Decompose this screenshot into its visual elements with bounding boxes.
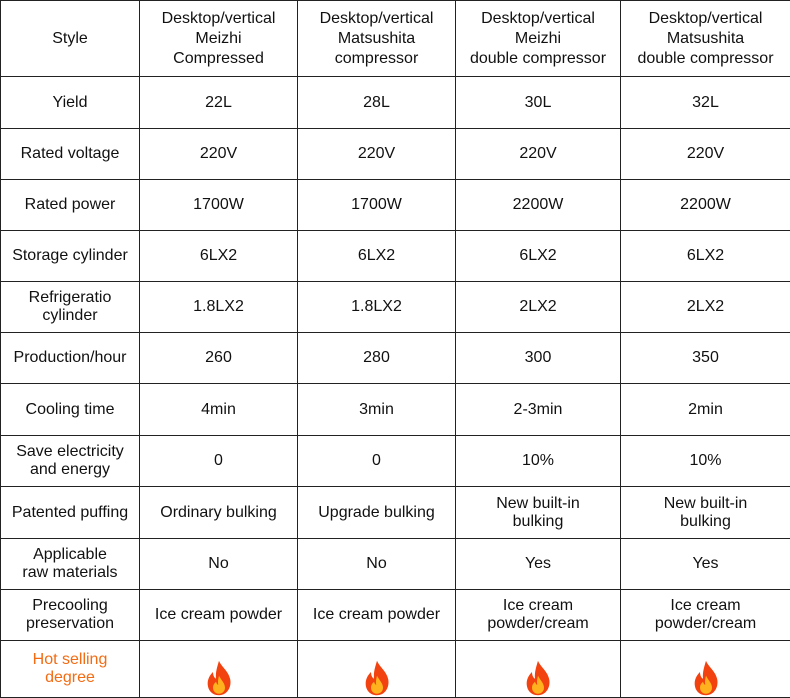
- cell-value: 2min: [621, 384, 790, 436]
- row-label: Cooling time: [1, 384, 140, 436]
- table-row: [1, 77, 790, 129]
- header-row: [1, 1, 790, 77]
- flame-icon: [523, 659, 553, 697]
- flame-cell: [621, 641, 790, 698]
- flame-cell: [140, 641, 298, 698]
- row-label: Rated voltage: [1, 129, 140, 180]
- row-label: Save electricity and energy: [1, 436, 140, 487]
- table-row: [1, 590, 790, 641]
- cell-value: Ordinary bulking: [140, 487, 298, 539]
- flame-icon: [362, 659, 392, 697]
- cell-value: 1.8LX2: [298, 282, 456, 333]
- cell-value: 220V: [140, 129, 298, 180]
- cell-value: 2200W: [621, 180, 790, 231]
- cell-value: 220V: [298, 129, 456, 180]
- column-header: Desktop/vertical Meizhi Compressed: [140, 1, 298, 77]
- cell-value: 30L: [456, 77, 621, 129]
- cell-value: 6LX2: [456, 231, 621, 282]
- row-label: Refrigeratio cylinder: [1, 282, 140, 333]
- column-header: Desktop/vertical Meizhi double compressor: [456, 1, 621, 77]
- row-label: Yield: [1, 77, 140, 129]
- style-title: Style: [1, 1, 140, 77]
- cell-value: 4min: [140, 384, 298, 436]
- cell-value: 280: [298, 333, 456, 384]
- table-row: [1, 129, 790, 180]
- row-label: Applicable raw materials: [1, 539, 140, 590]
- cell-value: 220V: [456, 129, 621, 180]
- table-row: [1, 539, 790, 590]
- table-row: [1, 436, 790, 487]
- cell-value: 2LX2: [456, 282, 621, 333]
- column-header: Desktop/vertical Matsushita double compressor: [621, 1, 790, 77]
- cell-value: New built-in bulking: [621, 487, 790, 539]
- table-row: [1, 231, 790, 282]
- table-row: [1, 487, 790, 539]
- cell-value: 2-3min: [456, 384, 621, 436]
- cell-value: 0: [140, 436, 298, 487]
- cell-value: 6LX2: [298, 231, 456, 282]
- table-row: [1, 282, 790, 333]
- cell-value: Upgrade bulking: [298, 487, 456, 539]
- table-row: [1, 333, 790, 384]
- cell-value: 6LX2: [621, 231, 790, 282]
- table-row: [1, 180, 790, 231]
- flame-cell: [298, 641, 456, 698]
- cell-value: Ice cream powder: [298, 590, 456, 641]
- cell-value: Ice cream powder/cream: [621, 590, 790, 641]
- cell-value: No: [140, 539, 298, 590]
- cell-value: 260: [140, 333, 298, 384]
- cell-value: New built-in bulking: [456, 487, 621, 539]
- cell-value: 1700W: [298, 180, 456, 231]
- row-label: Hot selling degree: [1, 641, 140, 698]
- cell-value: Ice cream powder/cream: [456, 590, 621, 641]
- row-label: Patented puffing: [1, 487, 140, 539]
- row-label: Precooling preservation: [1, 590, 140, 641]
- cell-value: 2LX2: [621, 282, 790, 333]
- row-label: Rated power: [1, 180, 140, 231]
- cell-value: 220V: [621, 129, 790, 180]
- cell-value: Yes: [456, 539, 621, 590]
- cell-value: 350: [621, 333, 790, 384]
- cell-value: 32L: [621, 77, 790, 129]
- cell-value: 1.8LX2: [140, 282, 298, 333]
- cell-value: No: [298, 539, 456, 590]
- column-header: Desktop/vertical Matsushita compressor: [298, 1, 456, 77]
- cell-value: 300: [456, 333, 621, 384]
- flame-icon: [691, 659, 721, 697]
- cell-value: 22L: [140, 77, 298, 129]
- row-label: Production/hour: [1, 333, 140, 384]
- hot-selling-row: [1, 641, 790, 698]
- table-row: [1, 384, 790, 436]
- cell-value: 3min: [298, 384, 456, 436]
- cell-value: 2200W: [456, 180, 621, 231]
- cell-value: Ice cream powder: [140, 590, 298, 641]
- cell-value: 28L: [298, 77, 456, 129]
- row-label: Storage cylinder: [1, 231, 140, 282]
- cell-value: 10%: [456, 436, 621, 487]
- cell-value: Yes: [621, 539, 790, 590]
- flame-icon: [204, 659, 234, 697]
- cell-value: 1700W: [140, 180, 298, 231]
- cell-value: 10%: [621, 436, 790, 487]
- flame-cell: [456, 641, 621, 698]
- cell-value: 6LX2: [140, 231, 298, 282]
- cell-value: 0: [298, 436, 456, 487]
